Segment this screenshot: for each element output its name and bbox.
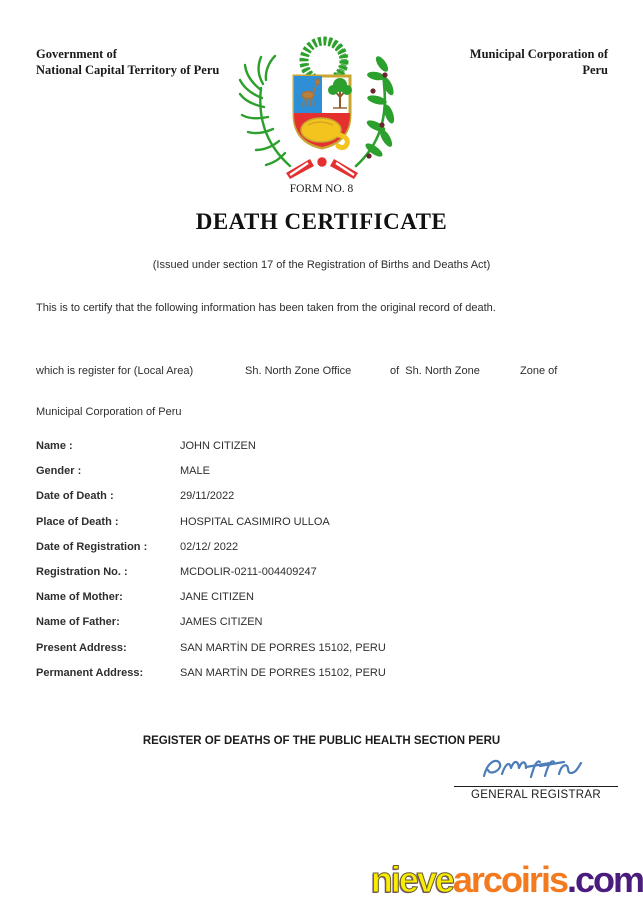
field-row-gender <box>36 465 613 490</box>
peru-coat-of-arms-icon <box>230 28 414 180</box>
field-value: HOSPITAL CASIMIRO ULLOA <box>180 515 330 528</box>
field-label: Present Address: <box>36 641 127 654</box>
municipal-corporation-header <box>470 46 608 79</box>
field-value: 29/11/2022 <box>180 490 235 503</box>
watermark-segment: nieve <box>370 859 453 900</box>
watermark-segment: arcoiris <box>452 859 567 900</box>
zone-name-value: of Sh. North Zone <box>390 365 480 377</box>
document-title: DEATH CERTIFICATE <box>195 209 448 234</box>
general-registrar-label: GENERAL REGISTRAR <box>471 789 601 801</box>
field-value: 02/12/ 2022 <box>180 540 239 553</box>
field-label: Registration No. : <box>36 565 128 578</box>
field-label: Place of Death : <box>36 515 119 528</box>
form-number: FORM NO. 8 <box>289 183 354 195</box>
field-value: MCDOLIR-0211-004409247 <box>180 565 317 578</box>
register-of-deaths-heading: REGISTER OF DEATHS OF THE PUBLIC HEALTH SECTION PERU <box>142 735 501 747</box>
field-row-mother-name <box>36 591 613 616</box>
field-row-name <box>36 440 613 465</box>
zone-of-label: Zone of <box>520 365 558 377</box>
document-subtitle: (Issued under section 17 of the Registration of Births and Deaths Act) <box>152 259 491 271</box>
watermark-segment: .com <box>566 859 643 900</box>
field-label: Gender : <box>36 465 82 478</box>
corporation-name-line: Municipal Corporation of Peru <box>36 406 182 418</box>
corporation-line1: Municipal Corporation of <box>469 47 608 61</box>
field-label: Name : <box>36 440 73 452</box>
field-label: Name of Father: <box>36 616 120 629</box>
field-value: JAMES CITIZEN <box>180 616 263 629</box>
field-row-registration-no <box>36 566 613 591</box>
field-row-present-address <box>36 642 613 667</box>
field-label: Permanent Address: <box>36 666 144 679</box>
field-row-place-of-death <box>36 516 613 541</box>
certificate-fields <box>36 440 613 692</box>
register-prefix: which is register for (Local Area) <box>36 365 194 377</box>
field-row-father-name <box>36 616 613 641</box>
field-value: SAN MARTİN DE PORRES 15102, PERU <box>180 641 386 654</box>
field-label: Date of Registration : <box>36 540 148 553</box>
field-row-date-of-death <box>36 490 613 515</box>
field-label: Date of Death : <box>36 490 114 503</box>
field-value: JANE CITIZEN <box>180 591 254 604</box>
field-row-date-of-registration <box>36 541 613 566</box>
watermark-nievearcoiris <box>370 859 643 900</box>
registrar-signature-block <box>454 752 618 801</box>
corporation-line2: Peru <box>582 63 608 78</box>
field-value: MALE <box>180 465 210 478</box>
field-value: JOHN CITIZEN <box>180 440 256 452</box>
field-row-permanent-address <box>36 667 613 692</box>
zone-office-value: Sh. North Zone Office <box>245 365 352 377</box>
handwritten-signature-icon <box>476 752 596 784</box>
issuing-government-header <box>36 46 219 79</box>
government-line1: Government of <box>36 47 117 61</box>
register-area-line <box>0 365 643 381</box>
certification-statement: This is to certify that the following information has been taken from the original record of death. <box>36 302 496 314</box>
field-value: SAN MARTİN DE PORRES 15102, PERU <box>180 666 386 679</box>
field-label: Name of Mother: <box>36 591 123 604</box>
government-line2: National Capital Territory of Peru <box>36 63 220 78</box>
